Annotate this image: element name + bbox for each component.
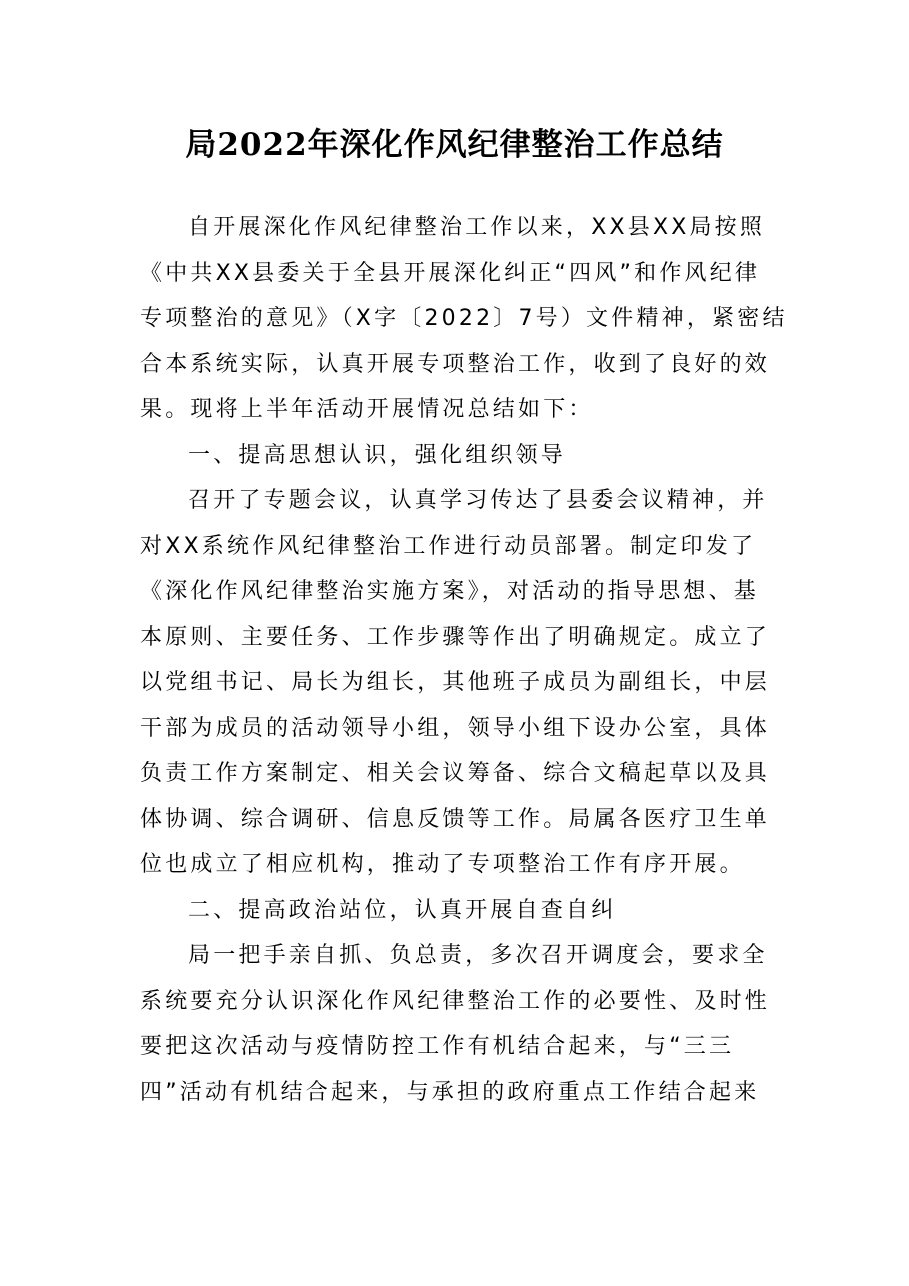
paragraph-line: 专项整治的意见》（X字〔2022〕7号）文件精神，紧密结 — [140, 306, 788, 331]
section-heading: 一、提高思想认识，强化组织领导 — [188, 442, 567, 468]
paragraph-line: 对XX系统作风纪律整治工作进行动员部署。制定印发了 — [140, 533, 757, 559]
paragraph-line: 《中共XX县委关于全县开展深化纠正“四风”和作风纪律 — [140, 260, 761, 286]
paragraph-line: 体协调、综合调研、信息反馈等工作。局属各医疗卫生单 — [140, 806, 771, 832]
paragraph-line: 干部为成员的活动领导小组，领导小组下设办公室，具体 — [140, 715, 771, 741]
paragraph-line: 位也成立了相应机构，推动了专项整治工作有序开展。 — [140, 852, 745, 877]
paragraph-line: 系统要充分认识深化作风纪律整治工作的必要性、及时性 — [140, 988, 771, 1014]
paragraph-line: 局一把手亲自抓、负总责，多次召开调度会，要求全 — [188, 943, 768, 968]
paragraph-line: 以党组书记、局长为组长，其他班子成员为副组长，中层 — [140, 670, 771, 695]
paragraph-line: 本原则、主要任务、工作步骤等作出了明确规定。成立了 — [140, 624, 771, 650]
paragraph-line: 负责工作方案制定、相关会议筹备、综合文稿起草以及具 — [140, 761, 771, 786]
paragraph-line: 合本系统实际，认真开展专项整治工作，收到了良好的效 — [140, 351, 771, 377]
paragraph-line: 果。现将上半年活动开展情况总结如下： — [140, 397, 594, 422]
paragraph-line: 四”活动有机结合起来，与承担的政府重点工作结合起来 — [140, 1079, 760, 1105]
document-title: 局2022年深化作风纪律整治工作总结 — [185, 127, 724, 163]
paragraph-line: 要把这次活动与疫情防控工作有机结合起来，与“三三 — [140, 1034, 735, 1059]
paragraph-line: 《深化作风纪律整治实施方案》，对活动的指导思想、基 — [140, 579, 760, 604]
section-heading: 二、提高政治站位，认真开展自查自纠 — [188, 897, 617, 923]
document-body — [140, 205, 788, 1115]
paragraph-line: 自开展深化作风纪律整治工作以来，XX县XX局按照 — [188, 215, 766, 240]
paragraph-line: 召开了专题会议，认真学习传达了县委会议精神，并 — [188, 488, 768, 513]
